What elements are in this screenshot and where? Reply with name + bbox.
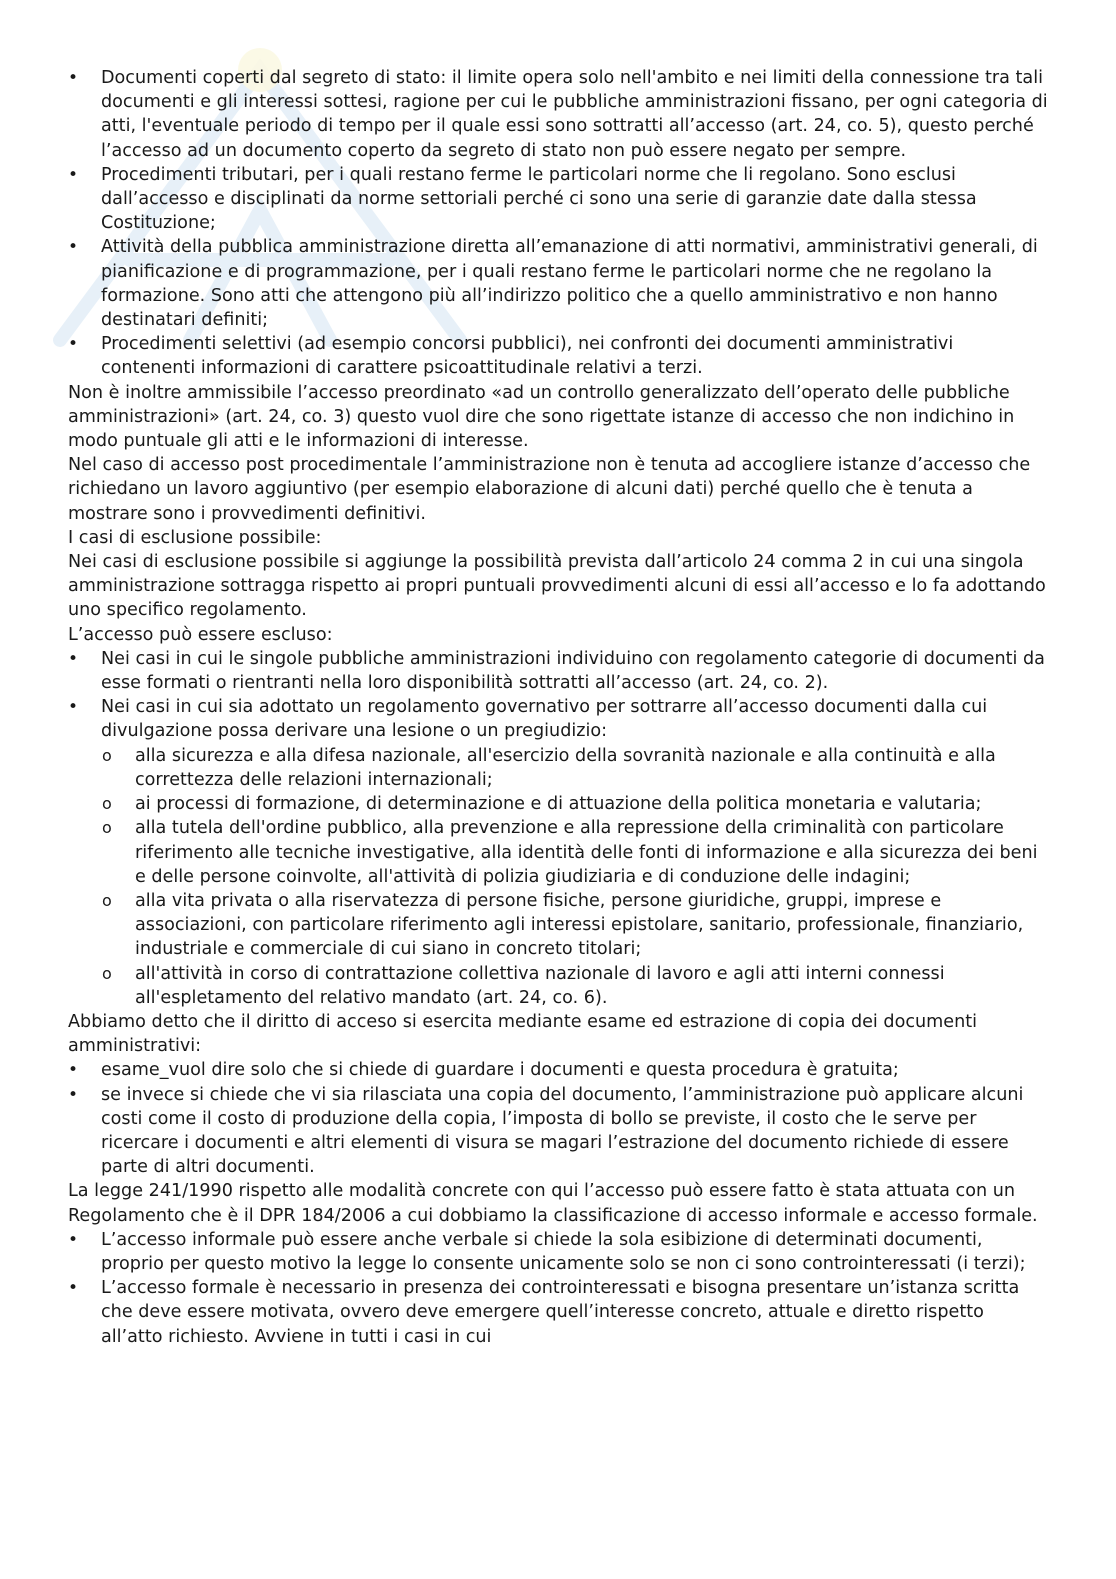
paragraph: Non è inoltre ammissibile l’accesso preordinato «ad un controllo generalizzato dell’operato delle pubbliche amministrazioni» (art. 24, co. 3) questo vuol dire che sono rigettate istanze di accesso che non indichino in modo puntuale gli atti e le informazioni di interesse. bbox=[68, 382, 1015, 452]
sub-list-item: o alla vita privata o alla riservatezza di persone fisiche, persone giuridiche, gruppi, imprese e associazioni, con particolare riferimento agli interessi epistolare, sanitario, professionale, finanziario, industriale e commerciale di cui siano in concreto titolari; bbox=[68, 889, 1048, 962]
paragraph: Nei casi di esclusione possibile si aggiunge la possibilità prevista dall’articolo 24 comma 2 in cui una singola amministrazione sottragga rispetto ai propri puntuali provvedimenti alcuni di essi all’accesso e lo fa adottando uno specifico regolamento. bbox=[68, 552, 1046, 621]
list-item: • Attività della pubblica amministrazione diretta all’emanazione di atti normativi, amministrativi generali, di pianificazione e di programmazione, per i quali restano ferme le particolari norme che ne regolano la formazione. Sono atti che attengono più all’indirizzo politico che a quello amministrativo e non hanno destinatari definiti; bbox=[68, 235, 1048, 332]
document-page bbox=[68, 66, 1048, 1349]
list-item: • Procedimenti tributari, per i quali restano ferme le particolari norme che li regolano. Sono esclusi dall’accesso e disciplinati da norme settoriali perché ci sono una serie di garanzie date dalla stessa Costituzione; bbox=[68, 163, 1048, 236]
sub-list-item: o alla sicurezza e alla difesa nazionale, all'esercizio della sovranità nazionale e alla continuità e alla correttezza delle relazioni internazionali; bbox=[68, 744, 1048, 792]
sub-list-item: o ai processi di formazione, di determinazione e di attuazione della politica monetaria e valutaria; bbox=[68, 792, 1048, 816]
list-item: • Procedimenti selettivi (ad esempio concorsi pubblici), nei confronti dei documenti amministrativi contenenti informazioni di carattere psicoattitudinale relativi a terzi. bbox=[68, 332, 1048, 380]
list-item: • Documenti coperti dal segreto di stato: il limite opera solo nell'ambito e nei limiti della connessione tra tali documenti e gli interessi sottesi, ragione per cui le pubbliche amministrazioni fissano, per ogni categoria di atti, l'eventuale periodo di tempo per il quale essi sono sottratti all’accesso (art. 24, co. 5), questo perché l’accesso ad un documento coperto da segreto di stato non può essere negato per sempre. bbox=[68, 66, 1048, 163]
paragraph: La legge 241/1990 rispetto alle modalità concrete con qui l’accesso può essere fatto è stata attuata con un Regolamento che è il DPR 184/2006 a cui dobbiamo la classificazione di accesso informale e accesso formale. bbox=[68, 1181, 1038, 1226]
paragraph: L’accesso può essere escluso: bbox=[68, 624, 333, 645]
list-item: • esame_vuol dire solo che si chiede di guardare i documenti e questa procedura è gratuita; bbox=[68, 1058, 1048, 1082]
paragraph: Nel caso di accesso post procedimentale l’amministrazione non è tenuta ad accogliere istanze d’accesso che richiedano un lavoro aggiuntivo (per esempio elaborazione di alcuni dati) perché quello che è tenuta a mostrare sono i provvedimenti definitivi. bbox=[68, 455, 1031, 524]
list-item: • Nei casi in cui sia adottato un regolamento governativo per sottrarre all’accesso documenti dalla cui divulgazione possa derivare una lesione o un pregiudizio: bbox=[68, 695, 1048, 743]
list-item: • L’accesso informale può essere anche verbale si chiede la sola esibizione di determinati documenti, proprio per questo motivo la legge lo consente unicamente solo se non ci sono controinteressati (i terzi); bbox=[68, 1228, 1048, 1276]
sub-list-item: o all'attività in corso di contrattazione collettiva nazionale di lavoro e agli atti interni connessi all'espletamento del relativo mandato (art. 24, co. 6). bbox=[68, 962, 1048, 1010]
list-item: • L’accesso formale è necessario in presenza dei controinteressati e bisogna presentare un’istanza scritta che deve essere motivata, ovvero deve emergere quell’interesse concreto, attuale e diretto rispetto all’atto richiesto. Avviene in tutti i casi in cui bbox=[68, 1276, 1048, 1349]
list-item: • Nei casi in cui le singole pubbliche amministrazioni individuino con regolamento categorie di documenti da esse formati o rientranti nella loro disponibilità sottratti all’accesso (art. 24, co. 2). bbox=[68, 647, 1048, 695]
paragraph: Abbiamo detto che il diritto di acceso si esercita mediante esame ed estrazione di copia dei documenti amministrativi: bbox=[68, 1011, 978, 1057]
list-item: • se invece si chiede che vi sia rilasciata una copia del documento, l’amministrazione può applicare alcuni costi come il costo di produzione della copia, l’imposta di bollo se previste, il costo che le serve per ricercare i documenti e altri elementi di visura se magari l’estrazione del documento richiede di essere parte di altri documenti. bbox=[68, 1083, 1048, 1180]
section-heading: I casi di esclusione possibile: bbox=[68, 527, 322, 548]
sub-list-item: o alla tutela dell'ordine pubblico, alla prevenzione e alla repressione della criminalità con particolare riferimento alle tecniche investigative, alla identità delle fonti di informazione e alla sicurezza dei beni e delle persone coinvolte, all'attività di polizia giudiziaria e di conduzione delle indagini; bbox=[68, 816, 1048, 889]
